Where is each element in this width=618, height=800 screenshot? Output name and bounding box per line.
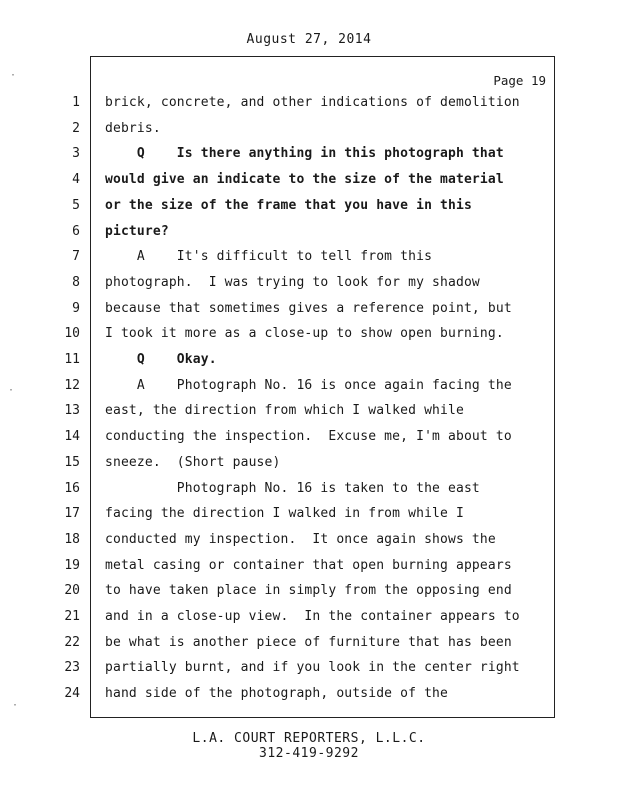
scan-speck: · — [10, 70, 17, 81]
line-number: 6 — [72, 223, 80, 239]
line-text: would give an indicate to the size of the material — [105, 172, 504, 188]
line-text: debris. — [105, 120, 161, 136]
line-number: 11 — [64, 352, 80, 367]
page-label: Page 19 — [493, 73, 546, 88]
line-number: 23 — [64, 660, 80, 676]
line-text: hand side of the photograph, outside of the — [105, 686, 448, 702]
line-text: conducting the inspection. Excuse me, I'm about to — [105, 429, 512, 445]
line-text: Q Is there anything in this photograph that — [105, 146, 504, 162]
footer-company: L.A. COURT REPORTERS, L.L.C. — [192, 731, 426, 746]
scan-speck: · — [8, 385, 15, 396]
line-number: 16 — [64, 480, 80, 496]
header-date: August 27, 2014 — [246, 32, 372, 47]
line-text: and in a close-up view. In the container appears to — [105, 609, 520, 624]
line-number: 22 — [64, 634, 80, 650]
line-number: 3 — [72, 146, 80, 162]
line-text: conducted my inspection. It once again shows the — [105, 531, 496, 547]
line-number: 15 — [64, 454, 80, 470]
line-text: or the size of the frame that you have in this — [105, 197, 472, 213]
line-text: Q Okay. — [105, 352, 217, 367]
footer-phone: 312-419-9292 — [259, 746, 359, 761]
line-text: be what is another piece of furniture that has been — [105, 634, 512, 650]
line-number: 2 — [72, 120, 80, 136]
line-number: 7 — [72, 249, 80, 265]
line-text: east, the direction from which I walked while — [105, 403, 464, 419]
line-number: 13 — [64, 403, 80, 419]
line-number: 8 — [72, 274, 80, 290]
line-text: A Photograph No. 16 is once again facing the — [105, 377, 512, 393]
line-number: 18 — [64, 531, 80, 547]
line-number: 12 — [64, 377, 80, 393]
line-number: 21 — [64, 609, 80, 624]
line-number: 10 — [64, 326, 80, 342]
line-number: 17 — [64, 506, 80, 522]
line-text: to have taken place in simply from the opposing end — [105, 583, 512, 599]
line-number: 1 — [72, 95, 80, 110]
line-text: because that sometimes gives a reference point, but — [105, 300, 512, 316]
line-number: 20 — [64, 583, 80, 599]
line-number: 5 — [72, 197, 80, 213]
line-number: 24 — [64, 686, 80, 702]
line-number: 4 — [72, 172, 80, 188]
line-text: photograph. I was trying to look for my shadow — [105, 274, 480, 290]
line-text: facing the direction I walked in from while I — [105, 506, 464, 522]
line-text: sneeze. (Short pause) — [105, 454, 281, 470]
line-text: brick, concrete, and other indications of demolition — [105, 95, 520, 110]
line-number: 9 — [72, 300, 80, 316]
line-text: metal casing or container that open burning appears — [105, 557, 512, 573]
line-number: 19 — [64, 557, 80, 573]
scan-speck: · — [12, 700, 19, 711]
line-text: picture? — [105, 223, 169, 239]
line-text: A It's difficult to tell from this — [105, 249, 433, 265]
line-text: I took it more as a close-up to show open burning. — [105, 326, 504, 342]
line-text: Photograph No. 16 is taken to the east — [105, 480, 480, 496]
line-number: 14 — [64, 429, 80, 445]
line-text: partially burnt, and if you look in the center right — [105, 660, 520, 676]
